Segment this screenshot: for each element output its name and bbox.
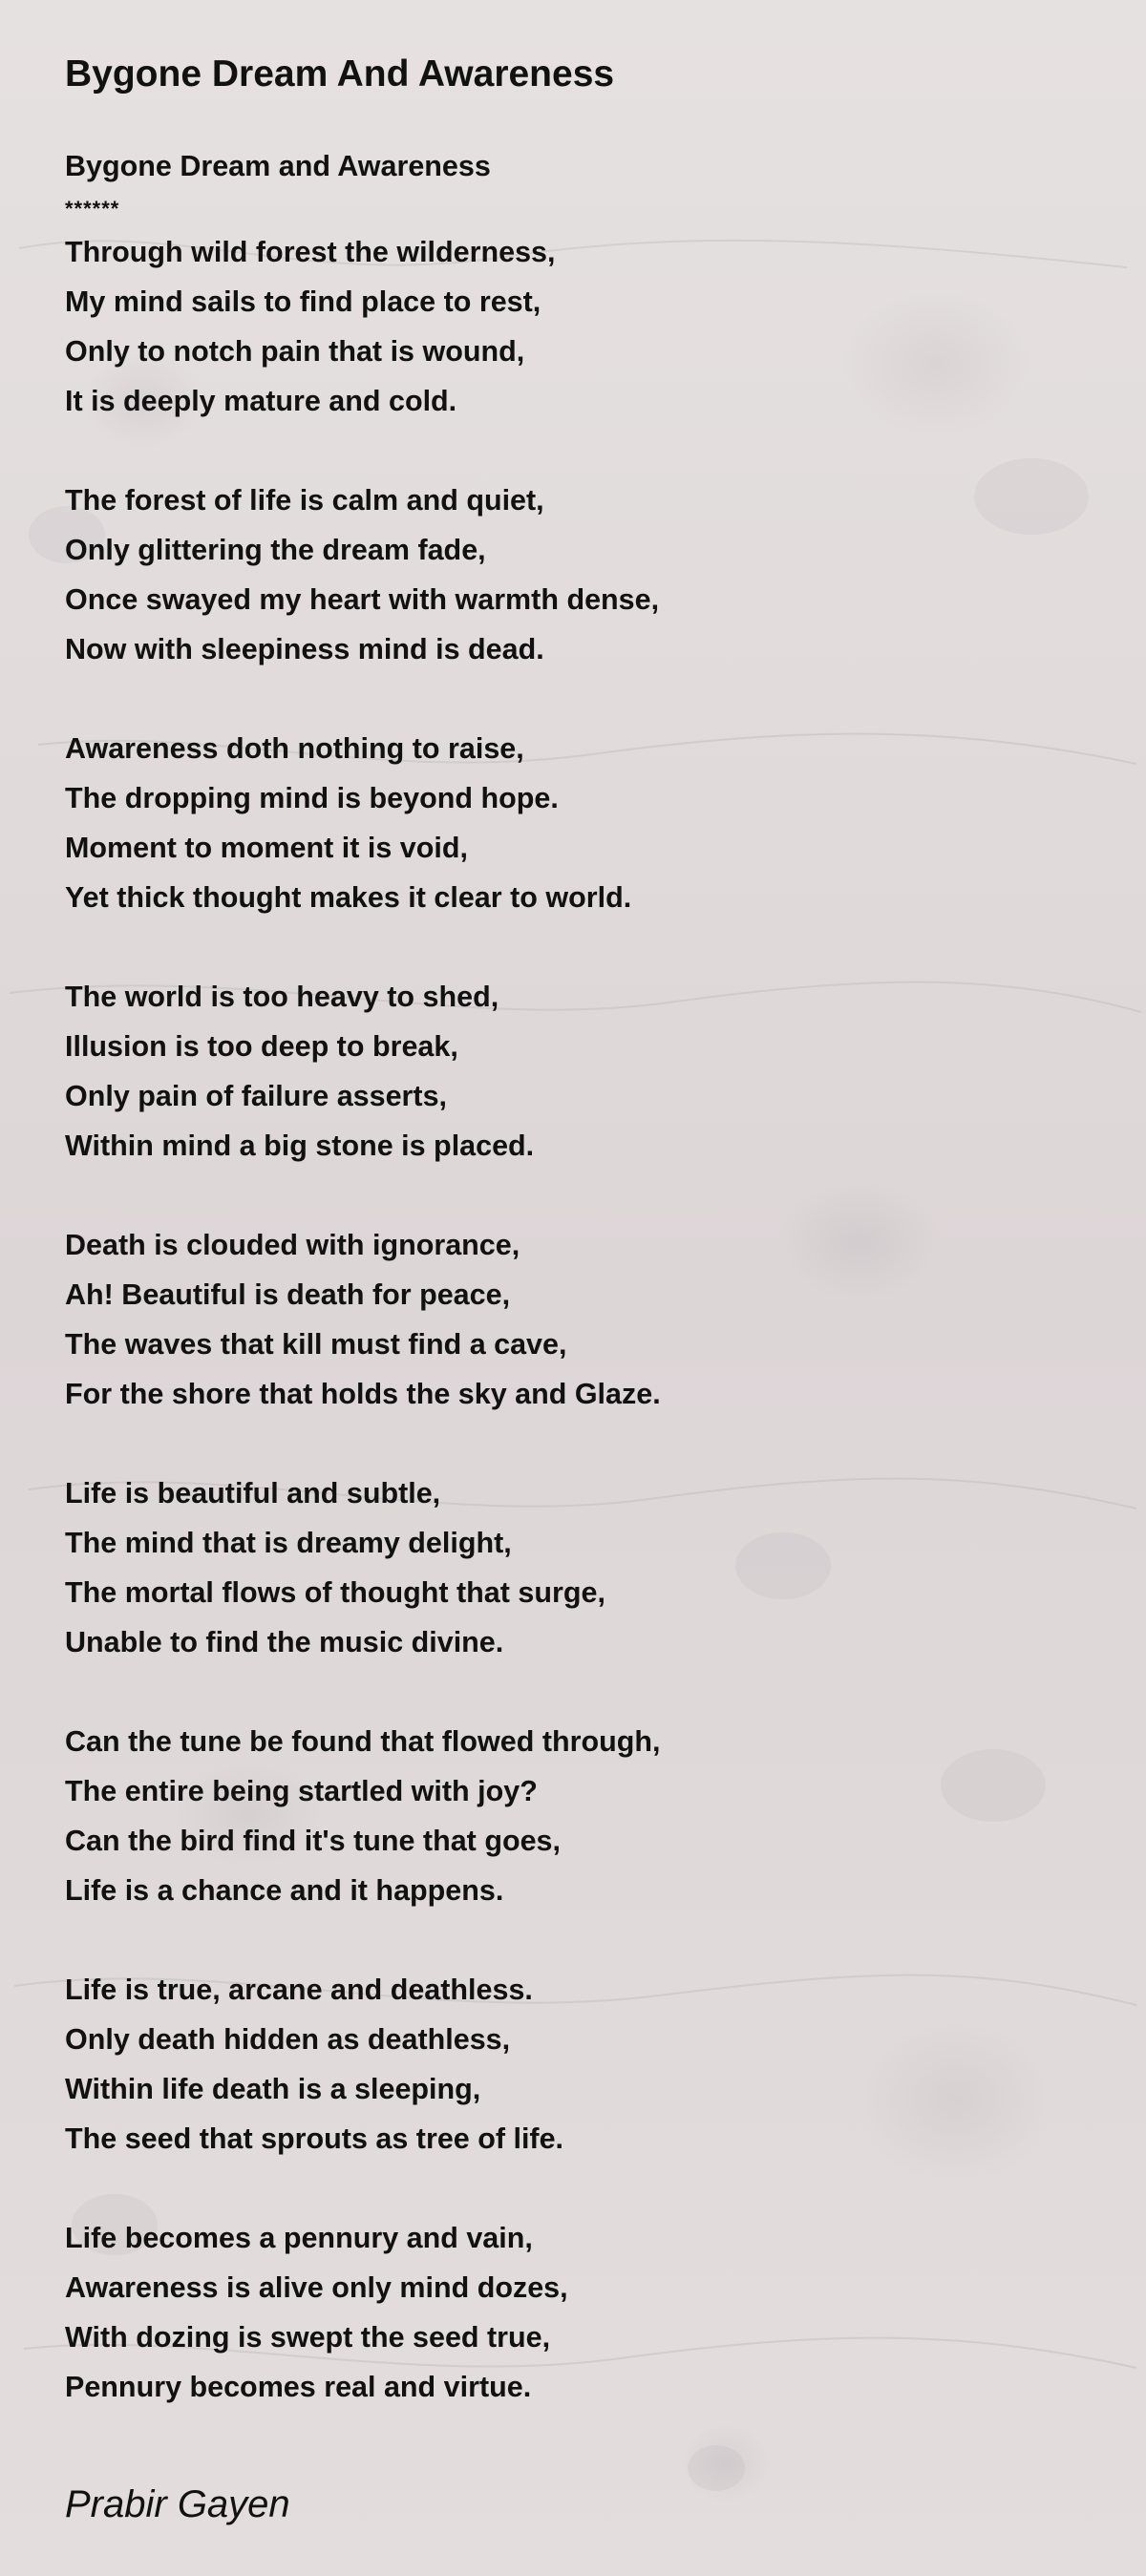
stanza [65, 972, 1077, 1171]
poem-body [65, 141, 1077, 2461]
poem-heading: Bygone Dream and Awareness [65, 150, 491, 182]
stanza [65, 724, 1077, 922]
poem-line: Through wild forest the wilderness, [65, 236, 556, 268]
stanza [65, 227, 1077, 426]
poem-line: The world is too heavy to shed, [65, 981, 499, 1013]
poem-line: Now with sleepiness mind is dead. [65, 633, 544, 665]
poem-line: Death is clouded with ignorance, [65, 1229, 520, 1261]
poem-line: Ah! Beautiful is death for peace, [65, 1278, 511, 1311]
poem-line: Pennury becomes real and virtue. [65, 2371, 532, 2403]
poem-line: Within life death is a sleeping, [65, 2073, 481, 2105]
poem-line: Within mind a big stone is placed. [65, 1130, 535, 1162]
poem-line: The mortal flows of thought that surge, [65, 1576, 605, 1609]
poem-line: Life is a chance and it happens. [65, 1874, 504, 1907]
poem-page [65, 48, 1077, 2403]
stanza [65, 1220, 1077, 1419]
poem-line: Only to notch pain that is wound, [65, 335, 525, 368]
poem-line: Life is beautiful and subtle, [65, 1477, 441, 1510]
poem-line: Awareness doth nothing to raise, [65, 732, 524, 765]
stanza [65, 1965, 1077, 2164]
stanza [65, 1468, 1077, 1667]
poem-line: The waves that kill must find a cave, [65, 1328, 567, 1361]
poem-line: Can the bird find it's tune that goes, [65, 1825, 561, 1857]
poem-line: Unable to find the music divine. [65, 1626, 504, 1658]
poem-line: The dropping mind is beyond hope. [65, 782, 559, 814]
poem-line: Yet thick thought makes it clear to world. [65, 881, 632, 914]
poem-separator: ****** [65, 197, 120, 221]
poem-line: The seed that sprouts as tree of life. [65, 2122, 564, 2155]
poem-line: Once swayed my heart with warmth dense, [65, 583, 660, 616]
stanza [65, 2213, 1077, 2412]
poem-line: Life is true, arcane and deathless. [65, 1974, 533, 2006]
stanza [65, 475, 1077, 674]
poem-line: My mind sails to find place to rest, [65, 285, 541, 318]
poem-line: Illusion is too deep to break, [65, 1030, 458, 1063]
poem-line: For the shore that holds the sky and Glaze. [65, 1378, 661, 1410]
poem-line: Awareness is alive only mind dozes, [65, 2271, 568, 2304]
poem-line: Moment to moment it is void, [65, 832, 468, 864]
poem-line: With dozing is swept the seed true, [65, 2321, 551, 2354]
page-title: Bygone Dream And Awareness [65, 53, 615, 95]
poem-line: It is deeply mature and cold. [65, 385, 457, 417]
poem-line: The mind that is dreamy delight, [65, 1527, 512, 1559]
poem-line: The entire being startled with joy? [65, 1775, 538, 1807]
poem-line: The forest of life is calm and quiet, [65, 484, 544, 517]
poem-line: Only death hidden as deathless, [65, 2023, 511, 2056]
author-name: Prabir Gayen [65, 2483, 290, 2525]
poem-line: Only pain of failure asserts, [65, 1080, 448, 1112]
poem-line: Can the tune be found that flowed through, [65, 1725, 661, 1758]
poem-line: Life becomes a pennury and vain, [65, 2222, 533, 2254]
poem-line: Only glittering the dream fade, [65, 534, 486, 566]
stanza [65, 1717, 1077, 1915]
